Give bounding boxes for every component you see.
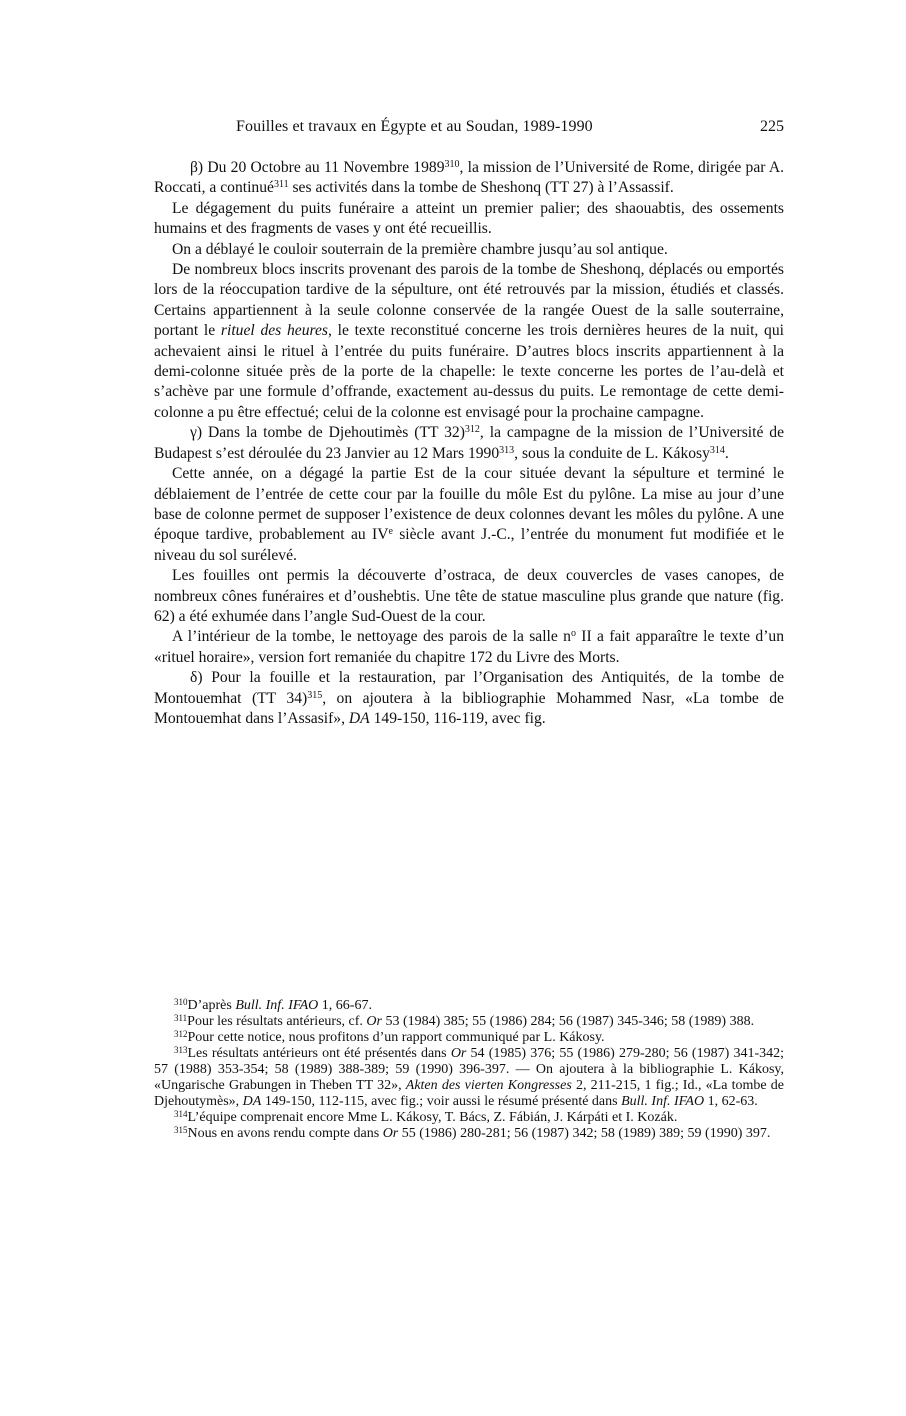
paragraph: De nombreux blocs inscrits provenant des parois de la tombe de Sheshonq, déplacés ou emportés lors de la réoccupation tardive de la sépulture, ont été retrouvés par la mission, étudiés et classés. Certains appartiennent à la seule colonne conservée de la rangée Ouest de la salle souterraine, portant le rituel des heures, le texte reconstitué concerne les trois dernières heures de la nuit, qui achevaient ainsi le rituel à l’entrée du puits funéraire. D’autres blocs inscrits appartiennent à la demi-colonne située près de la porte de la chapelle: le texte concerne les portes de l’au-delà et s’achève par une formule d’offrande, exactement au-dessus du puits. Le remontage de cette demi-colonne a pu être effectué; celui de la colonne est envisagé pour la prochaine campagne. — [154, 261, 784, 421]
paragraph: Cette année, on a dégagé la partie Est de la cour située devant la sépulture et terminé le déblaiement de l’entrée de cette cour par la fouille du môle Est du pylône. La mise au jour d’une base de colonne permet de supposer l’existence de deux colonnes devant les môles du pylône. A une époque tardive, probablement au IVe siècle avant J.-C., l’entrée du monument fut modifiée et le niveau du sol surélevé. — [154, 465, 784, 564]
paragraph-gamma: γ) Dans la tombe de Djehoutimès (TT 32)$^{312}$, la campagne de la mission de l’Université de Budapest s’est déroulée du 23 Janvier au 12 Mars 1990$^{313}$, sous la conduite de L. Kákosy$^{314}$. — [154, 424, 784, 462]
main-text — [154, 158, 784, 729]
page-content — [154, 118, 784, 729]
paragraph: Les fouilles ont permis la découverte d’ostraca, de deux couvercles de vases canopes, de nombreux cônes funéraires et d’oushebtis. Une tête de statue masculine plus grande que nature (fig. 62) a été exhumée dans l’angle Sud-Ouest de la cour. — [154, 567, 784, 625]
footnote-315: $^{315}$Nous en avons rendu compte dans Or 55 (1986) 280-281; 56 (1987) 342; 58 (1989) 389; 59 (1990) 397. — [174, 1125, 771, 1141]
footnote-312: $^{312}$Pour cette notice, nous profitons d’un rapport communiqué par L. Kákosy. — [174, 1029, 605, 1045]
paragraph: A l’intérieur de la tombe, le nettoyage des parois de la salle $n^o$ II a fait apparaître le texte d’un «rituel horaire», version fort remaniée du chapitre 172 du Livre des Morts. — [154, 628, 784, 666]
running-header — [154, 118, 784, 142]
paragraph: On a déblayé le couloir souterrain de la première chambre jusqu’au sol antique. — [172, 240, 668, 258]
running-title: Fouilles et travaux en Égypte et au Soudan, 1989-1990 — [236, 118, 593, 135]
footnote-311: $^{311}$Pour les résultats antérieurs, cf. Or 53 (1984) 385; 55 (1986) 284; 56 (1987) 345-346; 58 (1989) 388. — [174, 1013, 755, 1029]
footnote-ref-311[interactable]: 311 — [273, 179, 289, 191]
footnotes — [154, 998, 784, 1142]
footnote-314: $^{314}$L’équipe comprenait encore Mme L. Kákosy, T. Bács, Z. Fábián, J. Kárpáti et I. Kozák. — [174, 1109, 678, 1125]
footnote-ref-310[interactable]: 310 — [444, 159, 460, 170]
italic-term: rituel des heures — [220, 322, 328, 340]
paragraph-delta: δ) Pour la fouille et la restauration, par l’Organisation des Antiquités, de la tombe de Montouemhat (TT 34)$^{315}$, on ajoutera à la bibliographie Mohammed Nasr, «La tombe de Montouemhat dans l’Assasif», DA 149-150, 116-119, avec fig. — [154, 669, 784, 727]
footnote-310: $^{310}$D’après Bull. Inf. IFAO 1, 66-67. — [174, 997, 372, 1013]
footnote-313: $^{313}$Les résultats antérieurs ont été présentés dans Or 54 (1985) 376; 55 (1986) 279-280; 56 (1987) 341-342; 57 (1988) 353-354; 58 (1989) 388-389; 59 (1990) 396-397. — On ajoutera à la bibliographie L. Kákosy, «Ungarische Grabungen in Theben TT 32», Akten des vierten Kongresses 2, 211-215, 1 fig.; Id., «La tombe de Djehoutymès», DA 149-150, 112-115, avec fig.; voir aussi le résumé présenté dans Bull. Inf. IFAO 1, 62-63. — [154, 1045, 784, 1109]
paragraph-beta: β) Du 20 Octobre au 11 Novembre 1989$^{310}$, la mission de l’Université de Rome, dirigée par A. Roccati, a continué$^{311}$ ses activités dans la tombe de Sheshonq (TT 27) à l’Assassif. — [154, 159, 784, 197]
italic-term: DA — [348, 709, 370, 727]
footnote-ref-313[interactable]: 313 — [499, 444, 515, 456]
paragraph: Le dégagement du puits funéraire a atteint un premier palier; des shaouabtis, des ossements humains et des fragments de vases y ont été recueillis. — [154, 199, 784, 238]
footnote-ref-314[interactable]: 314 — [709, 444, 725, 456]
footnote-ref-315[interactable]: 315 — [307, 689, 323, 701]
footnote-ref-312[interactable]: 312 — [464, 424, 480, 436]
page-number: 225 — [760, 118, 784, 135]
